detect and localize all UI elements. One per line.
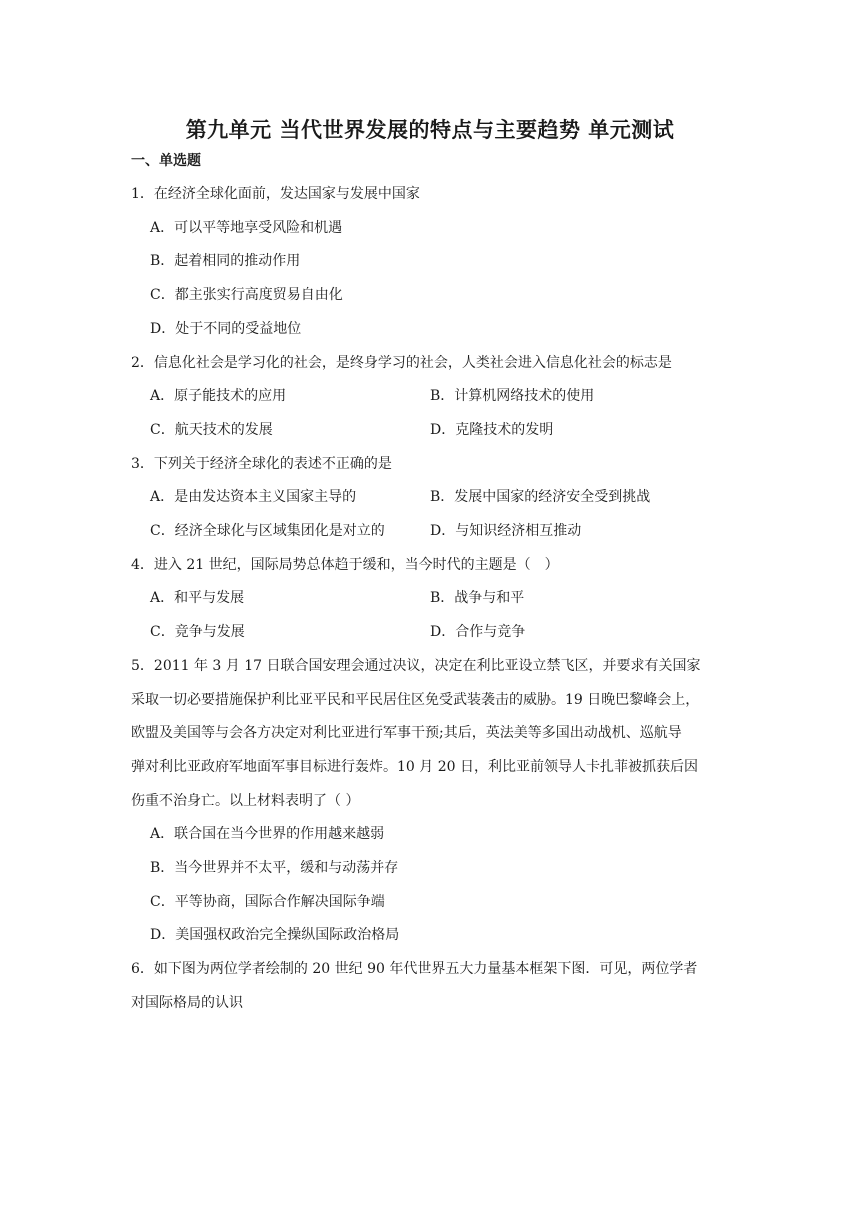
question-6 xyxy=(131,953,731,1020)
option-c: C．平等协商，国际合作解决国际争端 xyxy=(150,893,385,910)
option-d: D．克隆技术的发明 xyxy=(430,421,554,438)
question-stem-line: 伤重不治身亡。以上材料表明了（ ） xyxy=(131,792,360,809)
option-a: A．联合国在当今世界的作用越来越弱 xyxy=(150,826,385,843)
section-heading: 一、单选题 xyxy=(131,153,201,169)
option-b: B．计算机网络技术的使用 xyxy=(430,388,595,405)
option-list xyxy=(131,818,731,953)
question-4 xyxy=(131,549,731,650)
option-b: B．起着相同的推动作用 xyxy=(150,253,301,270)
option-d: D．美国强权政治完全操纵国际政治格局 xyxy=(150,927,400,944)
option-c: C．经济全球化与区域集团化是对立的 xyxy=(150,523,385,540)
option-list xyxy=(131,212,731,347)
option-b: B．当今世界并不太平，缓和与动荡并存 xyxy=(150,860,399,877)
question-stem: 2．信息化社会是学习化的社会，是终身学习的社会，人类社会进入信息化社会的标志是 xyxy=(131,354,672,371)
question-stem-line: 6．如下图为两位学者绘制的 20 世纪 90 年代世界五大力量基本框架下图．可见，两位学者 xyxy=(131,961,698,978)
option-b: B．战争与和平 xyxy=(430,590,525,607)
option-a: A．原子能技术的应用 xyxy=(150,388,287,405)
question-3 xyxy=(131,448,731,549)
option-list xyxy=(131,380,731,447)
question-stem-line: 弹对利比亚政府军地面军事目标进行轰炸。10 月 20 日，利比亚前领导人卡扎菲被抓获后因 xyxy=(131,758,698,775)
option-d: D．合作与竞争 xyxy=(430,624,526,641)
question-5 xyxy=(131,650,731,953)
question-stem-line: 对国际格局的认识 xyxy=(131,994,243,1011)
option-c: C．竞争与发展 xyxy=(150,624,245,641)
option-a: A．和平与发展 xyxy=(150,590,245,607)
question-2 xyxy=(131,347,731,448)
question-stem-line: 5．2011 年 3 月 17 日联合国安理会通过决议，决定在利比亚设立禁飞区，并要求有关国家 xyxy=(131,657,701,674)
option-b: B．发展中国家的经济安全受到挑战 xyxy=(430,489,651,506)
question-stem-line: 采取一切必要措施保护利比亚平民和平民居住区免受武装袭击的威胁。19 日晚巴黎峰会上， xyxy=(131,691,700,708)
option-list xyxy=(131,582,731,649)
option-c: C．都主张实行高度贸易自由化 xyxy=(150,287,343,304)
question-stem: 1．在经济全球化面前，发达国家与发展中国家 xyxy=(131,186,420,202)
option-c: C．航天技术的发展 xyxy=(150,421,273,438)
question-list xyxy=(131,178,731,1021)
option-d: D．与知识经济相互推动 xyxy=(430,523,582,540)
option-a: A．可以平等地享受风险和机遇 xyxy=(150,219,343,236)
question-1 xyxy=(131,178,731,347)
option-list xyxy=(131,481,731,548)
option-d: D．处于不同的受益地位 xyxy=(150,320,302,337)
question-stem: 4．进入 21 世纪，国际局势总体趋于缓和，当今时代的主题是（ ） xyxy=(131,556,559,573)
question-stem-line: 欧盟及美国等与会各方决定对利比亚进行军事干预;其后，英法美等多国出动战机、巡航导 xyxy=(131,725,682,742)
option-a: A．是由发达资本主义国家主导的 xyxy=(150,489,357,506)
document-title: 第九单元 当代世界发展的特点与主要趋势 单元测试 xyxy=(185,118,675,142)
question-stem: 3．下列关于经济全球化的表述不正确的是 xyxy=(131,455,392,472)
